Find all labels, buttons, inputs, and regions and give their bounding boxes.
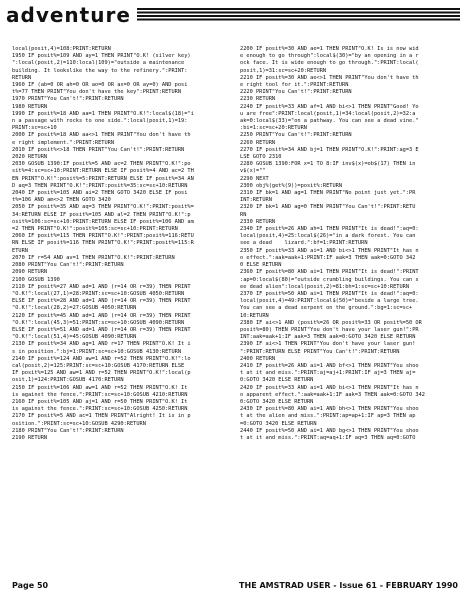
code-line: 2310 IF bk=1 AND ag=1 THEN PRINT"No point just yet.":PR: [240, 190, 416, 197]
code-line: 0 ELSE RETURN: [240, 262, 282, 269]
code-line: 2100 GOSUB 1390: [12, 276, 60, 283]
code-line: 2270 IF posit%=34 AND bj=1 THEN PRINT"O.K!":PRINT:ag=3 E: [240, 146, 419, 153]
code-line: e right tool for it.":PRINT:RETURN: [240, 82, 349, 89]
issue-info: THE AMSTRAD USER - Issue 61 - FEBRUARY 1990: [239, 581, 458, 590]
code-line: 2160 IF posit%=105 AND aj=1 AND r=50 THEN PRINT"O.K! It: [12, 398, 188, 405]
code-line: 2150 IF posit%=106 AND aw=1 AND r=52 THEN PRINT"O.K! It: [12, 384, 188, 391]
code-line: osit%=106:sc=sc+10:PRINT:RETURN ELSE IF posit%=106 AND am: [12, 218, 194, 225]
code-line: 34:RETURN ELSE IF posit%=105 AND al=2 THEN PRINT"O.K!":p: [12, 211, 191, 218]
code-line: 2370 IF posit%=50 AND ai=1 THEN PRINT"It is dead!":aq=0:: [240, 290, 419, 297]
code-line: 2420 IF posit%=33 AND ai=1 AND bi<>1 THEN PRINT"It has n: [240, 384, 419, 391]
code-line: "O.K!":local(51,4)=45:GOSUB 4090:RETURN: [12, 334, 137, 341]
code-line: ee dead alien":local(posit,2)=81:bh=1:sc=sc+10:RETURN: [240, 283, 410, 290]
code-line: LSE GOTO 2310: [240, 154, 282, 161]
code-line: s in position.":bj=1:PRINT:sc=sc+10:GOSUB 4130:RETURN: [12, 348, 182, 355]
code-line: 2280 GOSUB 1390:FOR x=1 TO 8:IF inv$(x)=ob$(17) THEN in: [240, 161, 416, 168]
code-line: "O.K!":local(45,3)=51:PRINT:sc=sc+10:GOSUB 4090:RETURN: [12, 319, 185, 326]
code-line: 2350 IF posit%=33 AND ai=1 AND bi<>1 THEN PRINT"It has n: [240, 247, 419, 254]
code-line: t at it and miss.":PRINT:aq=aq+1:IF aq=3 THEN aq=0:GOTO: [240, 434, 416, 441]
code-line: 2400 RETURN: [240, 355, 276, 362]
code-line: 1950 IF posit%=109 AND ay=1 THEN PRINT"O.K! (silver key): [12, 53, 191, 60]
code-line: 2020 RETURN: [12, 154, 48, 161]
code-line: PRINT:sc=sc+10: [12, 125, 57, 132]
code-line: sit%=4:sc=sc+10:PRINT:RETURN ELSE IF posit%=4 AND ac=2 TH: [12, 168, 194, 175]
code-line: 2140 IF posit%=124 AND aw=1 AND r=52 THEN PRINT"O.K!":lo: [12, 355, 191, 362]
code-line: 2200 IF posit%=30 AND ae=1 THEN PRINT"O.K! Is is now wid: [240, 46, 419, 52]
code-column-left: [12, 46, 230, 566]
code-line: is against the fence.":PRINT:sc=sc+10:GOSUB 4210:RETURN: [12, 391, 188, 398]
code-line: ak=0:local$(33)="on a pathway. You can see a dead vine.": [240, 118, 419, 125]
page-footer: [12, 580, 458, 592]
code-line: 2210 IF posit%=30 AND ae<>1 THEN PRINT"You don't have th: [240, 74, 419, 81]
code-line: 1960 IF (ab=0 OR ah=0 OR ao=0 OR ax=0 OR ay=0) AND posi: [12, 82, 188, 89]
code-line: 2000 IF posit%=18 AND aa<>1 THEN PRINT"You don't have th: [12, 132, 191, 139]
code-line: 2230 RETURN: [240, 96, 276, 103]
code-line: 2170 IF posit%=5 AND ac=1 THEN PRINT"Alright! It is in p: [12, 413, 191, 420]
code-line: is against the fence.":PRINT:sc=sc+10:GOSUB 4250:RETURN: [12, 406, 188, 413]
code-line: 2130 IF posit%=34 AND ag=1 AND r=17 THEN PRINT"O.K! It i: [12, 341, 191, 348]
code-line: 2430 IF posit%=80 AND ai=1 AND bh<>1 THEN PRINT"You shoo: [240, 406, 419, 413]
code-line: building. It lookslike the way to the refinery.":PRINT:: [12, 67, 188, 74]
code-line: t%=106 AND am<>2 THEN GOTO 3420: [12, 197, 111, 204]
code-line: 10:RETURN: [240, 312, 269, 319]
code-line: D aq=3 THEN PRINT"O.K!":PRINT:posit%=35:sc=sc+10:RETURN: [12, 182, 188, 189]
code-line: 2380 IF ai<>1 AND (posit%=26 OR posit%=33 OR posit%=50 OR: [240, 319, 422, 326]
code-line: v$(x)="": [240, 168, 266, 175]
code-line: 2040 IF posit%=105 AND ai=2 THEN GOTO 3420 ELSE IF posi: [12, 190, 188, 197]
code-line: 2110 IF posit%=27 AND ad=1 AND (r=14 OR r=39) THEN PRINT: [12, 283, 191, 290]
code-line: "O.K!":local(28,2)=27:GOSUB 4050:RETURN: [12, 305, 137, 312]
code-line: 2440 IF posit%=50 AND ai=1 AND bg<>1 THEN PRINT"You shoo: [240, 427, 419, 434]
code-line: osition.":PRINT:sc=sc+10:GOSUB 4290:RETURN: [12, 420, 146, 427]
code-line: 1990 IF posit%=18 AND aa=1 THEN PRINT"O.K!":local$(18)="i: [12, 110, 194, 117]
code-line: cal(posit,2)=125:PRINT:sc=sc+10:GOSUB 4170:RETURN ELSE: [12, 362, 185, 369]
code-line: "O.K!":local(27,1)=28:PRINT:sc=sc+10:GOSUB 4050:RETURN: [12, 290, 185, 297]
code-line: t at the alien and miss.":PRINT:ap=ap+1:IF ap=3 THEN ap: [240, 413, 416, 420]
code-line: e enough to go through":local$(30)="by an opening in a r: [240, 53, 419, 60]
code-line: 2250 PRINT"You Can't!":PRINT:RETURN: [240, 132, 352, 139]
code-line: 2320 IF bk=1 AND ag=0 THEN PRINT"You Can't!":PRINT:RETU: [240, 204, 416, 211]
code-line: u are free":PRINT:local(posit,1)=34:local(posit,2)=32:a: [240, 110, 416, 117]
code-line: 2240 IF posit%=33 AND af=1 AND bi<>1 THEN PRINT"Good! Yo: [240, 103, 419, 110]
page-number: Page 50: [12, 581, 49, 590]
code-line: You can see a dead serpent on the ground.":bg=1:sc=sc+: [240, 305, 413, 312]
code-line: 2220 PRINT"You Can't!":PRINT:RETURN: [240, 89, 352, 96]
code-line: osit,1)=124:PRINT:GOSUB 4170:RETURN: [12, 377, 124, 384]
code-line: RN ELSE IF posit%=116 THEN PRINT"O.K!":PRINT:posit%=115:R: [12, 240, 194, 247]
code-line: ELSE IF posit%=51 AND ad=1 AND (r=14 OR r=39) THEN PRINT: [12, 326, 191, 333]
code-line: ELSE IF posit%=28 AND ad=1 AND (r=14 OR r=39) THEN PRINT: [12, 298, 191, 305]
code-line: 2290 NEXT: [240, 175, 269, 182]
code-line: RN: [240, 211, 247, 218]
code-line: posit%=80) THEN PRINT"You don't have your laser gun!":PR: [240, 326, 419, 333]
code-line: t%=77 THEN PRINT"You don't have the key":PRINT:RETURN: [12, 89, 182, 96]
code-line: ":PRINT:RETURN ELSE PRINT"You Can't!":PRINT:RETURN: [240, 348, 400, 355]
code-line: 0:GOTO 3420 ELSE RETURN: [240, 377, 314, 384]
code-line: posit,1)=31:sc=sc+20:RETURN: [240, 67, 327, 74]
code-line: 2090 RETURN: [12, 269, 48, 276]
header-stripe-bar: [137, 8, 460, 22]
code-line: 2070 IF r=54 AND av=1 THEN PRINT"O.K!":PRINT:RETURN: [12, 254, 175, 261]
code-line: =0:GOTO 3420 ELSE RETURN: [240, 420, 317, 427]
code-line: IF posit%=125 AND aw=1 AND r=52 THEN PRINT"O.K!":local(p: [12, 370, 191, 377]
code-line: 2010 IF posit%<>18 THEN PRINT"You Can't!":PRINT:RETURN: [12, 146, 185, 153]
code-line: 2340 IF posit%=26 AND ah=1 THEN PRINT"It is dead!":aq=0:: [240, 226, 419, 233]
code-line: INT:RETURN: [240, 197, 272, 204]
code-line: 1980 RETURN: [12, 103, 48, 110]
code-line: n a passage with rocks to one side.":local(posit,1)=19:: [12, 118, 188, 125]
code-line: local(posit,4)=49:PRINT:local$(50)="beside a large tree.: [240, 298, 419, 305]
code-line: t at it and miss.":PRINT:aj=aj+1:PRINT:IF aj=3 THEN aj=: [240, 370, 416, 377]
page-header: [6, 4, 460, 26]
section-title: adventure: [6, 3, 131, 27]
code-line: 2300 obj%(get%(9))=posit%:RETURN: [240, 182, 343, 189]
code-line: ":local(posit,2)=110:local(109)="outside a maintenance: [12, 60, 185, 67]
code-line: INT:aak=aak+1:IF aak=3 THEN aak=0:GOTO 3420 ELSE RETURN: [240, 334, 416, 341]
code-line: 1970 PRINT"You Can't!":PRINT:RETURN: [12, 96, 124, 103]
code-line: ock face. It is wide enough to go through.":PRINT:local(: [240, 60, 419, 67]
code-line: 2390 IF ai<>1 THEN PRINT"You don't have your laser gun!: [240, 341, 416, 348]
code-line: 2260 RETURN: [240, 139, 276, 146]
code-line: RETURN: [12, 74, 32, 81]
code-line: o effect.":aak=aak+1:PRINT:IF aak=3 THEN aak=0:GOTO 342: [240, 254, 416, 261]
code-line: e right implement.":PRINT:RETURN: [12, 139, 115, 146]
code-line: local(posit,4)=108:PRINT:RETURN: [12, 46, 111, 52]
code-line: 2410 IF posit%=26 AND ai=1 AND bf<>1 THEN PRINT"You shoo: [240, 362, 419, 369]
code-column-right: [240, 46, 458, 566]
code-line: :bi=1:sc=sc+20:RETURN: [240, 125, 307, 132]
code-line: EN PRINT"O.K!":posit%=5:PRINT:RETURN ELSE IF posit%=34 AN: [12, 175, 194, 182]
code-line: o apparent effect.":aak=aak+1:IF aak=3 THEN aak=0:GOTO 342: [240, 391, 425, 398]
code-line: 2120 IF posit%=45 AND ad=1 AND (r=14 OR r=39) THEN PRINT: [12, 312, 191, 319]
code-line: :ap=0:local$(80)="outside crumbling buildings. You can s: [240, 276, 419, 283]
code-line: local(posit,4)=25:local$(26)="in a dark forest. You can: [240, 233, 416, 240]
code-line: 2060 IF posit%=115 THEN PRINT"O.K!":PRINT:posit%=116:RETU: [12, 233, 194, 240]
code-line: 2030 GOSUB 1390:IF posit%=5 AND ac=2 THEN PRINT"O.K!":po: [12, 161, 191, 168]
code-line: 0:GOTO 3420 ELSE RETURN: [240, 398, 314, 405]
code-line: 2050 IF posit%=35 AND aq=3 THEN PRINT"O.K!":PRINT:posit%=: [12, 204, 194, 211]
code-line: 2080 PRINT"You Can't!":PRINT:RETURN: [12, 262, 124, 269]
code-line: 2330 RETURN: [240, 218, 276, 225]
code-line: 2180 PRINT"You Can't!":PRINT:RETURN: [12, 427, 124, 434]
code-line: 2360 IF posit%=80 AND ai=1 THEN PRINT"It is dead!":PRINT: [240, 269, 419, 276]
code-line: 2190 RETURN: [12, 434, 48, 441]
code-line: =2 THEN PRINT"O.K!":posit%=105:sc=sc+10:PRINT:RETURN: [12, 226, 178, 233]
code-line: see a dead lizard.":bf=1:PRINT:RETURN: [240, 240, 368, 247]
code-line: ETURN: [12, 247, 28, 254]
